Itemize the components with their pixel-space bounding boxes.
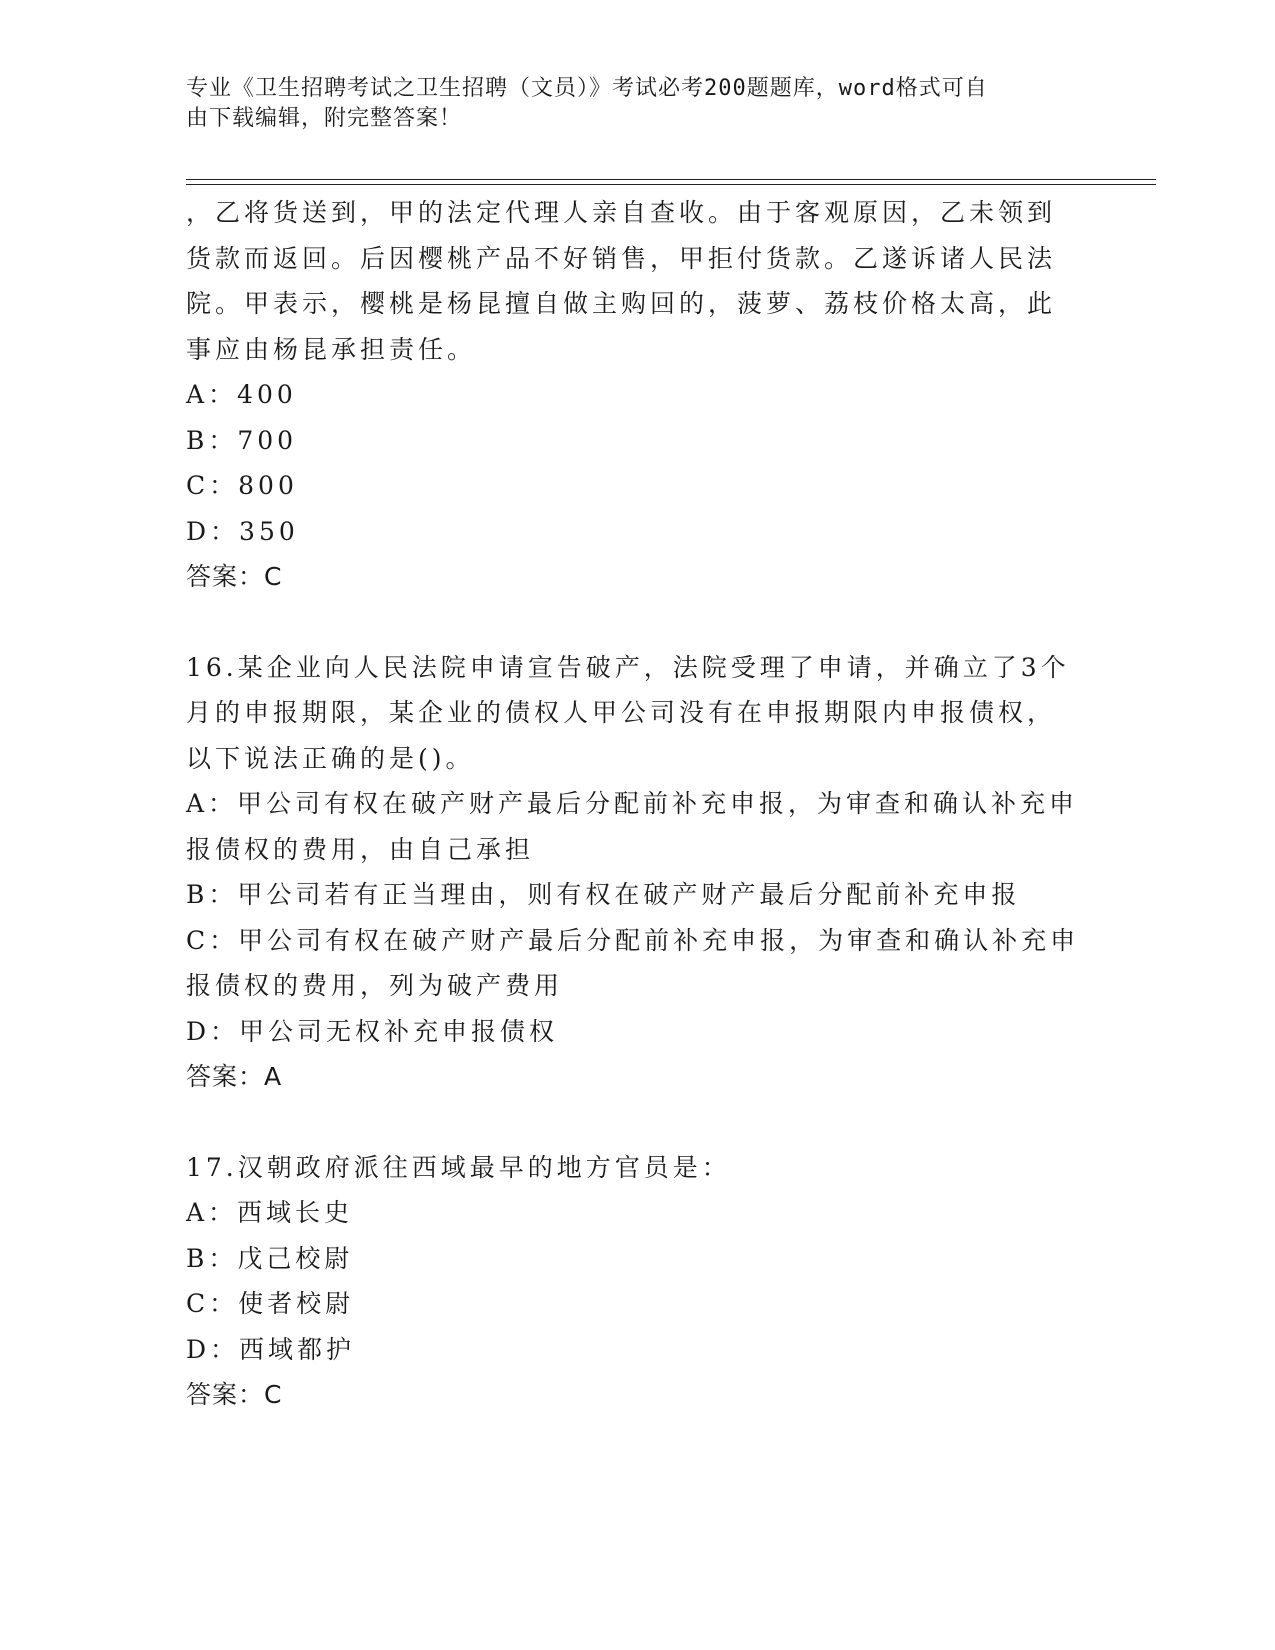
header-divider-top [186,179,1156,180]
question-text-line: 17.汉朝政府派往西域最早的地方官员是： [186,1152,731,1182]
answer-line: 答案：C [186,562,283,591]
option-b: B：戊己校尉 [186,1243,354,1273]
option-d: D：西域都护 [186,1334,356,1364]
question-text-line: 16.某企业向人民法院申请宣告破产，法院受理了申请，并确立了3个 [186,652,1070,682]
header-line-2: 由下载编辑，附完整答案！ [186,106,463,131]
option-c: C：使者校尉 [186,1289,355,1318]
question-text-line: ，乙将货送到，甲的法定代理人亲自查收。由于客观原因，乙未领到 [186,198,1057,227]
option-a-continued: 报债权的费用，由自己承担 [186,834,535,864]
document-body [186,190,1086,1418]
question-spacer [186,600,1086,645]
answer-line: 答案：C [186,1380,283,1409]
document-header [186,74,1066,134]
option-c: C：800 [186,471,298,500]
option-d: D：350 [186,516,299,546]
question-text-line: 货款而返回。后因樱桃产品不好销售，甲拒付货款。乙遂诉诸人民法 [186,243,1057,273]
option-a: A：西域长史 [186,1198,354,1227]
header-line-1: 专业《卫生招聘考试之卫生招聘（文员）》考试必考200题题库，word格式可自 [186,76,988,101]
option-c-continued: 报债权的费用，列为破产费用 [186,971,564,1000]
question-16 [186,645,1086,1100]
option-d: D：甲公司无权补充申报债权 [186,1016,559,1046]
question-17 [186,1145,1086,1418]
question-text-line: 月的申报期限，某企业的债权人甲公司没有在申报期限内申报债权， [186,698,1057,727]
question-spacer [186,1100,1086,1145]
question-15 [186,190,1086,600]
option-b: B：甲公司若有正当理由，则有权在破产财产最后分配前补充申报 [186,880,1021,909]
option-b: B：700 [186,425,298,455]
option-c: C：甲公司有权在破产财产最后分配前补充申报，为审查和确认补充申 [186,925,1080,955]
question-text-line: 事应由杨昆承担责任。 [186,334,477,364]
option-a: A：400 [186,380,297,409]
option-a: A：甲公司有权在破产财产最后分配前补充申报，为审查和确认补充申 [186,789,1079,818]
answer-line: 答案：A [186,1062,283,1091]
header-divider-bottom [186,184,1156,185]
question-text-line: 以下说法正确的是()。 [186,743,475,773]
question-text-line: 院。甲表示，樱桃是杨昆擅自做主购回的，菠萝、荔枝价格太高，此 [186,289,1057,318]
